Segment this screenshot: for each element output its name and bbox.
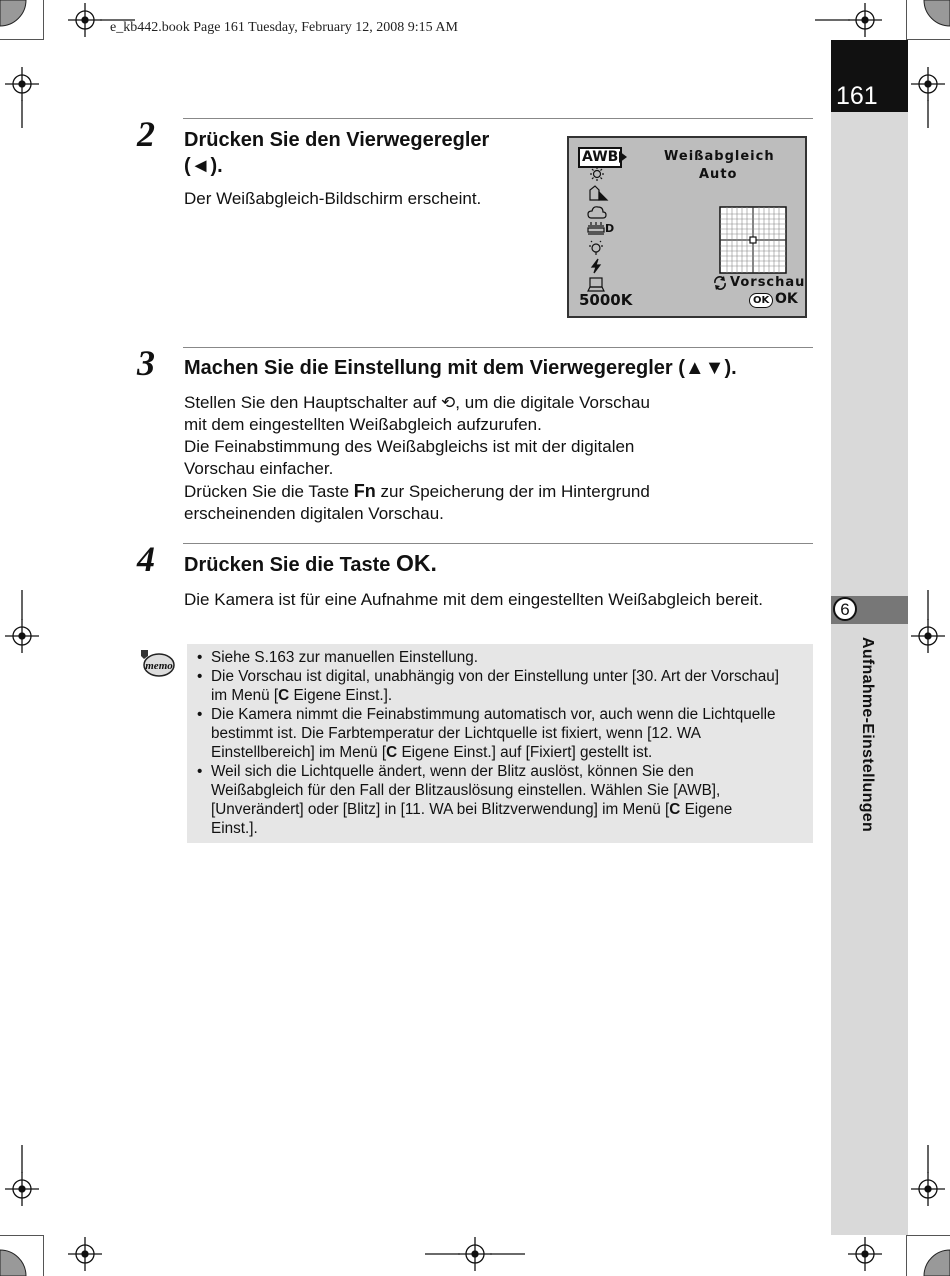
sun-icon bbox=[590, 167, 604, 181]
step-title bbox=[184, 127, 489, 179]
page-number: 161 bbox=[836, 82, 878, 110]
custom-menu-icon: C bbox=[278, 687, 290, 704]
lcd-mode: Auto bbox=[699, 167, 738, 182]
color-temperature: 5000K bbox=[579, 291, 633, 309]
step-number: 2 bbox=[137, 114, 155, 154]
memo-item: • Weil sich die Lichtquelle ändert, wenn der Blitz auslöst, können Sie den Weißabgleich für den Fall der Blitzauslösung einstellen. Wählen Sie [AWB], [Unverändert] oder [Blitz] in [11. WA bei Blitzverwendung] im Menü [C Eigene Einst.]. bbox=[195, 762, 807, 838]
awb-label: AWB bbox=[578, 147, 622, 168]
body-text: zur Speicherung der im Hintergrund bbox=[380, 482, 650, 501]
step-title: Machen Sie die Einstellung mit dem Vierwegeregler (▲▼). bbox=[184, 357, 737, 379]
memo-item: • Die Vorschau ist digital, unabhängig von der Einstellung unter [30. Art der Vorschau] im Menü [C Eigene Einst.]. bbox=[195, 667, 807, 705]
chapter-title: Aufnahme-Einstellungen bbox=[859, 637, 876, 833]
body-line: Vorschau einfacher. bbox=[184, 459, 334, 478]
selection-arrow-icon bbox=[618, 150, 628, 164]
cloud-icon bbox=[588, 207, 606, 218]
preview-label: Vorschau bbox=[730, 275, 806, 290]
memo-list bbox=[195, 648, 807, 838]
fluorescent-type: D bbox=[605, 222, 615, 235]
lcd-title: Weißabgleich bbox=[664, 149, 775, 164]
wb-adjust-grid bbox=[719, 206, 787, 274]
chapter-number: 6 bbox=[833, 597, 857, 621]
step-number: 3 bbox=[137, 343, 155, 383]
preview-dial-icon bbox=[712, 275, 728, 291]
flash-icon bbox=[592, 259, 600, 273]
camera-lcd-screen bbox=[567, 136, 807, 318]
fluorescent-icon bbox=[588, 222, 604, 234]
step-body: Die Kamera ist für eine Aufnahme mit dem eingestellten Weißabgleich bereit. bbox=[184, 590, 763, 609]
custom-menu-icon: C bbox=[386, 744, 398, 761]
step-divider bbox=[183, 347, 813, 348]
body-line: Die Feinabstimmung des Weißabgleichs ist mit der digitalen bbox=[184, 437, 635, 456]
memo-icon bbox=[138, 647, 176, 679]
body-line: mit dem eingestellten Weißabgleich aufzurufen. bbox=[184, 415, 542, 434]
memo-item: • Die Kamera nimmt die Feinabstimmung automatisch vor, auch wenn die Lichtquelle bestimmt ist. Die Farbtemperatur der Lichtquelle ist fixiert, wenn [12. WA Einstellbereich] im Menü [C Eigene Einst.] auf [Fixiert] gestellt ist. bbox=[195, 705, 807, 762]
ok-key-label: OK. bbox=[395, 550, 437, 576]
step-title bbox=[184, 550, 437, 578]
step-body bbox=[184, 392, 744, 525]
step-title-line: Drücken Sie den Vierwegeregler bbox=[184, 129, 490, 151]
step-number: 4 bbox=[137, 539, 155, 579]
memo-icon-label: memo bbox=[145, 660, 173, 672]
step-body: Der Weißabgleich-Bildschirm erscheint. bbox=[184, 189, 482, 208]
ok-badge: OK bbox=[749, 293, 773, 308]
step-title-text: Drücken Sie die Taste bbox=[184, 554, 391, 576]
body-line: Stellen Sie den Hauptschalter auf ⟲, um die digitale Vorschau bbox=[184, 393, 650, 412]
print-header: e_kb442.book Page 161 Tuesday, February 12, 2008 9:15 AM bbox=[110, 20, 458, 35]
tungsten-icon bbox=[589, 241, 603, 255]
body-line bbox=[184, 480, 744, 503]
custom-menu-icon: C bbox=[669, 801, 681, 818]
ok-label: OK bbox=[775, 291, 798, 307]
fn-key-label: Fn bbox=[353, 481, 376, 501]
body-line: erscheinenden digitalen Vorschau. bbox=[184, 504, 444, 523]
step-title-line: (◄). bbox=[184, 155, 223, 177]
shade-icon bbox=[590, 186, 607, 200]
step-divider bbox=[183, 118, 813, 119]
memo-item: • Siehe S.163 zur manuellen Einstellung. bbox=[195, 648, 807, 667]
step-divider bbox=[183, 543, 813, 544]
manual-wb-icon bbox=[588, 278, 604, 291]
body-text: Drücken Sie die Taste bbox=[184, 482, 350, 501]
